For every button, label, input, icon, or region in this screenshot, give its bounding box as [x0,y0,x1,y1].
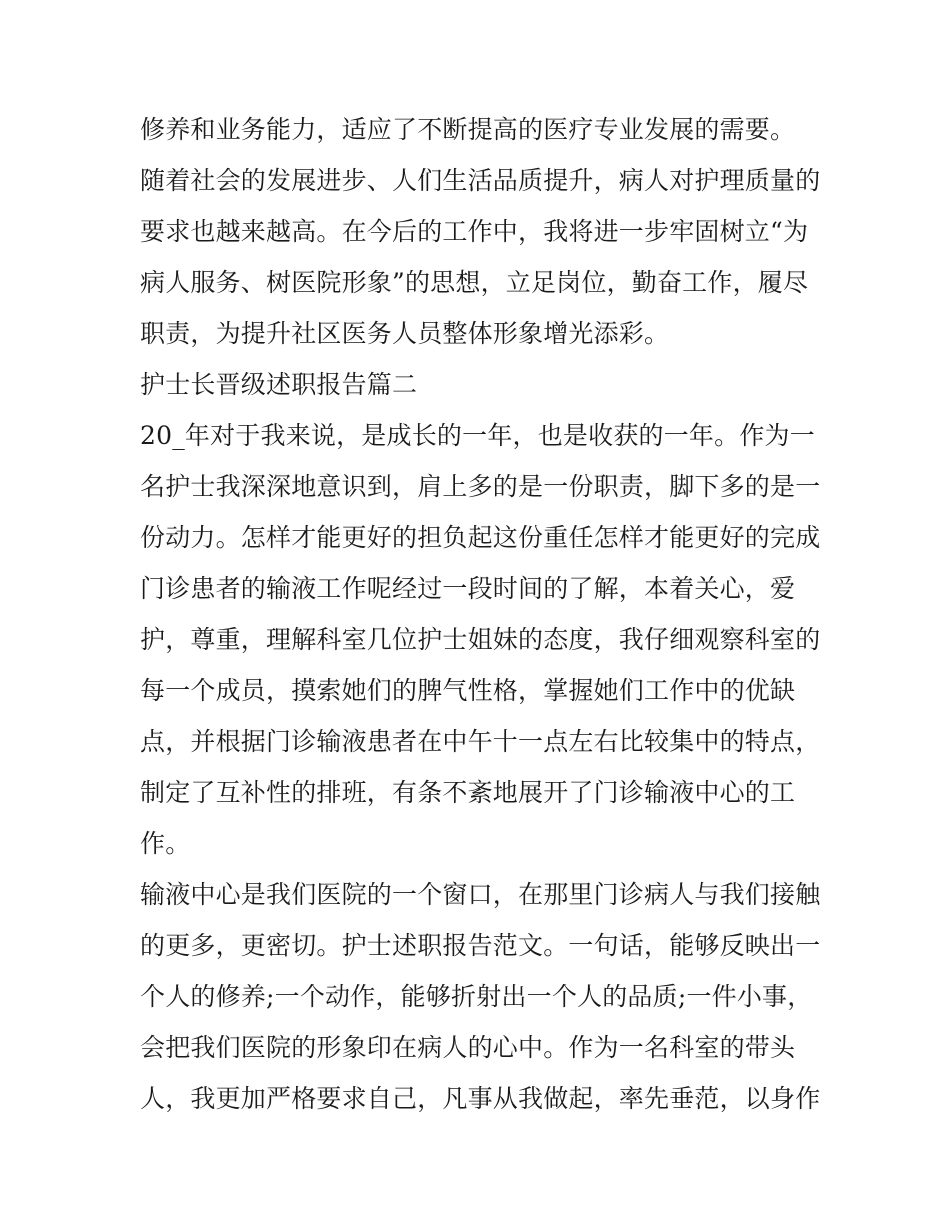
text-line: 要求也越来越高。在今后的工作中，我将进一步牢固树立“为 [140,217,809,246]
text-line: 人，我更加严格要求自己，凡事从我做起，率先垂范，以身作 [140,1084,821,1113]
text-line: 名护士我深深地意识到，肩上多的是一份职责，脚下多的是一 [140,472,821,501]
text-line: 职责，为提升社区医务人员整体形象增光添彩。 [140,319,670,348]
text-line: 护，尊重，理解科室几位护士姐妹的态度，我仔细观察科室的 [140,625,821,654]
text-line: 病人服务、树医院形象”的思想，立足岗位，勤奋工作，履尽 [140,268,809,297]
document-body [140,104,820,1124]
text-line: 的更多，更密切。护士述职报告范文。一句话，能够反映出一 [140,931,821,960]
text-line: 个人的修养;一个动作，能够折射出一个人的品质;一件小事， [140,982,813,1011]
text-line: 输液中心是我们医院的一个窗口，在那里门诊病人与我们接触 [140,880,821,909]
section-heading: 护士长晋级述职报告篇二 [140,370,418,399]
text-line: 份动力。怎样才能更好的担负起这份重任怎样才能更好的完成 [140,523,821,552]
text-line: 作。 [140,829,191,858]
text-line: 修养和业务能力，适应了不断提高的医疗专业发展的需要。 [140,115,796,144]
text-line: 20_年对于我来说，是成长的一年，也是收获的一年。作为一 [140,421,815,450]
text-line: 随着社会的发展进步、人们生活品质提升，病人对护理质量的 [140,166,821,195]
text-line: 制定了互补性的排班，有条不紊地展开了门诊输液中心的工 [140,778,796,807]
text-line: 门诊患者的输液工作呢经过一段时间的了解，本着关心，爱 [140,574,796,603]
text-line: 每一个成员，摸索她们的脾气性格，掌握她们工作中的优缺 [140,676,796,705]
text-line: 会把我们医院的形象印在病人的心中。作为一名科室的带头 [140,1033,796,1062]
text-line: 点，并根据门诊输液患者在中午十一点左右比较集中的特点， [140,727,821,756]
